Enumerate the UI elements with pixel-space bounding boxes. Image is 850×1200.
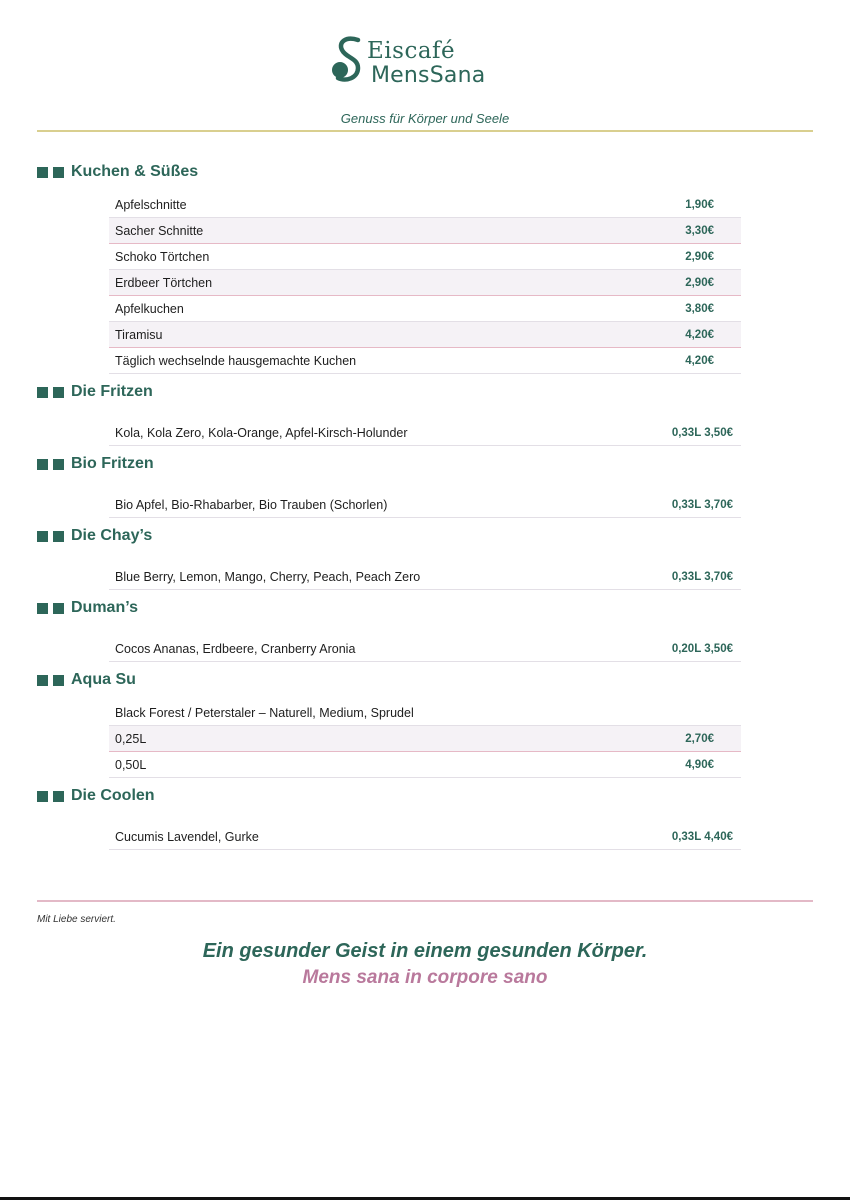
menu-item-row	[109, 726, 741, 752]
section-title-label: Die Chay’s	[71, 527, 153, 544]
item-list	[109, 564, 741, 590]
menu-item-name: Cucumis Lavendel, Gurke	[115, 829, 259, 844]
menu-item-name: Erdbeer Törtchen	[115, 275, 213, 290]
square-bullet-icon	[37, 459, 48, 470]
menu-item-name: 0,25L	[115, 731, 147, 746]
motto-latin: Mens sana in corpore sano	[302, 967, 548, 988]
menu-item-row	[109, 296, 741, 322]
brand-logo	[328, 32, 528, 96]
section-title	[37, 594, 813, 622]
menu-item-name: Täglich wechselnde hausgemachte Kuchen	[115, 353, 357, 368]
menu-item-row	[109, 824, 741, 850]
menu-item-name: Tiramisu	[115, 327, 163, 342]
menu-item-price: 0,33L 4,40€	[671, 830, 733, 843]
menu-item-price: 0,33L 3,50€	[671, 426, 733, 439]
menu-item-row	[109, 218, 741, 244]
section-title-label: Kuchen & Süßes	[71, 163, 199, 180]
menu-item-name: Bio Apfel, Bio-Rhabarber, Bio Trauben (Schorlen)	[115, 497, 388, 512]
menu-item-price: 2,90€	[685, 250, 714, 263]
menu-item-name: Sacher Schnitte	[115, 223, 204, 238]
footer-note: Mit Liebe serviert.	[37, 914, 116, 925]
menu-item-row	[109, 636, 741, 662]
section-title	[37, 522, 813, 550]
menu-item-name: Schoko Törtchen	[115, 249, 210, 264]
menu-item-price: 0,33L 3,70€	[671, 570, 733, 583]
square-bullet-icon	[53, 791, 64, 802]
item-list	[109, 492, 741, 518]
menu-item-row	[109, 192, 741, 218]
menu-item-price: 0,20L 3,50€	[671, 642, 733, 655]
menu-item-name: Blue Berry, Lemon, Mango, Cherry, Peach, Peach Zero	[115, 569, 421, 584]
item-list	[109, 192, 741, 374]
menu-item-price: 3,80€	[685, 302, 714, 315]
menu-item-row	[109, 270, 741, 296]
menu-item-row	[109, 492, 741, 518]
section-title-label: Duman’s	[71, 599, 138, 616]
menu-item-price: 3,30€	[685, 224, 714, 237]
section-title-label: Die Coolen	[71, 787, 155, 804]
header	[0, 28, 850, 98]
section-title	[37, 450, 813, 478]
footer-divider	[37, 900, 813, 902]
section-title	[37, 782, 813, 810]
brand-name-line2: MensSana	[371, 63, 486, 88]
motto: Ein gesunder Geist in einem gesunden Körper.	[202, 940, 648, 962]
section-title	[37, 158, 813, 186]
item-list	[109, 700, 741, 778]
menu-item-price: 4,20€	[685, 354, 714, 367]
menu-item-name: Kola, Kola Zero, Kola-Orange, Apfel-Kirsch-Holunder	[115, 425, 408, 440]
menu-item-row	[109, 244, 741, 270]
menu-item-price: 1,90€	[685, 198, 714, 211]
square-bullet-icon	[37, 791, 48, 802]
menu-item-name: Black Forest / Peterstaler – Naturell, Medium, Sprudel	[115, 705, 414, 720]
section-title-label: Bio Fritzen	[71, 455, 154, 472]
menu-item-row	[109, 564, 741, 590]
menu-item-row	[109, 420, 741, 446]
logo-swirl-icon	[328, 34, 372, 94]
menu-item-name: Apfelkuchen	[115, 301, 184, 316]
menu	[37, 150, 813, 854]
menu-item-price: 4,90€	[685, 758, 714, 771]
menu-item-name: Apfelschnitte	[115, 197, 187, 212]
header-divider	[37, 130, 813, 132]
menu-item-price: 0,33L 3,70€	[671, 498, 733, 511]
square-bullet-icon	[37, 675, 48, 686]
item-list	[109, 636, 741, 662]
menu-item-row	[109, 700, 741, 726]
square-bullet-icon	[53, 167, 64, 178]
section-title	[37, 666, 813, 694]
square-bullet-icon	[37, 531, 48, 542]
menu-item-name: 0,50L	[115, 757, 147, 772]
menu-item-row	[109, 322, 741, 348]
square-bullet-icon	[37, 603, 48, 614]
square-bullet-icon	[37, 167, 48, 178]
menu-item-name: Cocos Ananas, Erdbeere, Cranberry Aronia	[115, 641, 356, 656]
item-list	[109, 824, 741, 850]
section-title-label: Die Fritzen	[71, 383, 153, 400]
tagline: Genuss für Körper und Seele	[340, 111, 510, 126]
square-bullet-icon	[53, 603, 64, 614]
menu-item-price: 2,70€	[685, 732, 714, 745]
menu-item-row	[109, 752, 741, 778]
menu-item-row	[109, 348, 741, 374]
square-bullet-icon	[53, 459, 64, 470]
brand-name-line1: Eiscafé	[367, 38, 456, 64]
section-title-label: Aqua Su	[71, 671, 136, 688]
square-bullet-icon	[53, 531, 64, 542]
square-bullet-icon	[53, 387, 64, 398]
square-bullet-icon	[37, 387, 48, 398]
menu-item-price: 2,90€	[685, 276, 714, 289]
item-list	[109, 420, 741, 446]
square-bullet-icon	[53, 675, 64, 686]
section-title	[37, 378, 813, 406]
menu-item-price: 4,20€	[685, 328, 714, 341]
